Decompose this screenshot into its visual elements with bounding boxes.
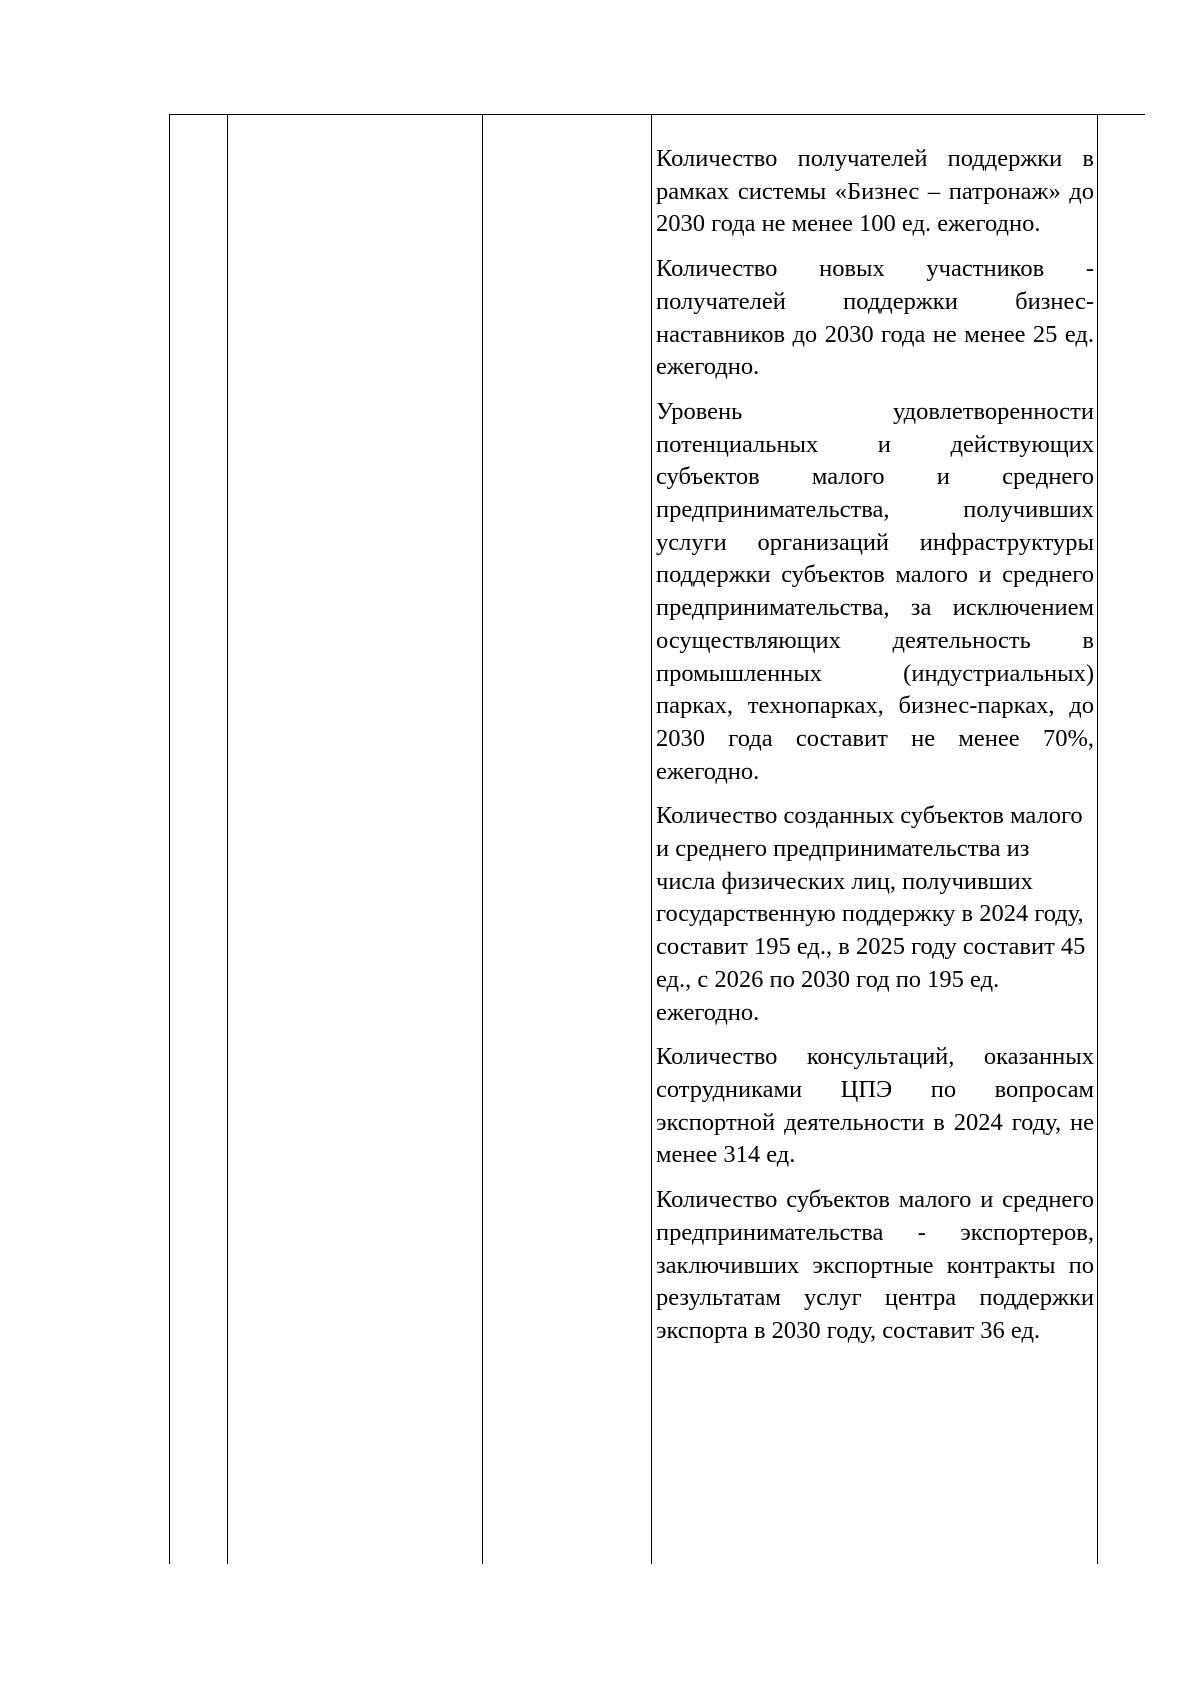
column-divider-1 [227,115,228,1564]
column-divider-2 [482,115,483,1564]
indicator-paragraph-5: Количество консультаций, оказанных сотрудниками ЦПЭ по вопросам экспортной деятельности в 2024 году, не менее 314 ед. [656,1043,1094,1169]
document-table [169,114,1145,1564]
indicator-paragraph-4: Количество созданных субъектов малого и среднего предпринимательства из числа физических лиц, получивших государственную поддержку в 2024 году, составит 195 ед., в 2025 году составит 45 ед., с 2026 по 2030 год по 195 ед. ежегодно. [656,802,1086,1026]
indicator-paragraph-2: Количество новых участников - получателей поддержки бизнес-наставников до 2030 года не менее 25 ед. ежегодно. [656,255,1094,381]
indicator-paragraph-3: Уровень удовлетворенности потенциальных и действующих субъектов малого и среднего предпринимательства, получивших услуги организаций инфраструктуры поддержки субъектов малого и среднего предпринимательства, за исключением осуществляющих деятельность в промышленных (индустриальных) парках, технопарках, бизнес-парках, до 2030 года составит не менее 70%, ежегодно. [656,397,1094,785]
column-divider-4 [1097,115,1098,1564]
indicators-cell [652,115,1097,1360]
indicator-paragraph-1: Количество получателей поддержки в рамках системы «Бизнес – патронаж» до 2030 года не менее 100 ед. ежегодно. [656,145,1094,238]
indicator-paragraph-6: Количество субъектов малого и среднего предпринимательства - экспортеров, заключивших экспортные контракты по результатам услуг центра поддержки экспорта в 2030 году, составит 36 ед. [656,1186,1094,1344]
